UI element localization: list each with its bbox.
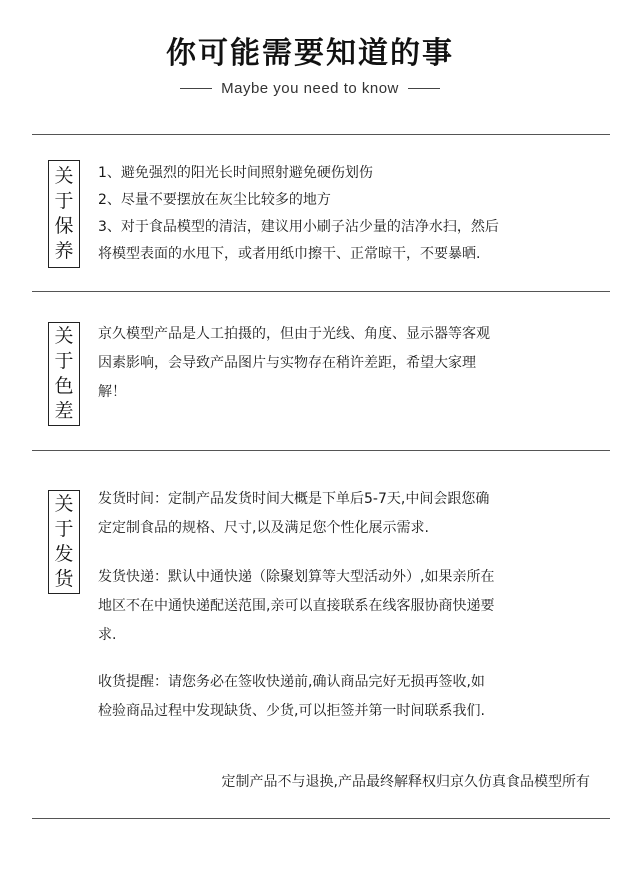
page-title: 你可能需要知道的事 bbox=[166, 36, 454, 71]
section-shipping-time bbox=[98, 485, 598, 543]
divider bbox=[32, 450, 610, 451]
page-subtitle: Maybe you need to know bbox=[221, 80, 399, 97]
text-line: 发货时间：定制产品发货时间大概是下单后5-7天,中间会跟您确 bbox=[98, 491, 490, 507]
divider bbox=[32, 134, 610, 135]
tag-char: 关 bbox=[54, 165, 74, 187]
divider bbox=[32, 818, 610, 819]
text-line: 收货提醒：请您务必在签收快递前,确认商品完好无损再签收,如 bbox=[98, 674, 485, 690]
text-line: 地区不在中通快递配送范围,亲可以直接联系在线客服协商快递要 bbox=[98, 598, 495, 614]
tag-char: 货 bbox=[54, 568, 74, 590]
text-line: 定定制食品的规格、尺寸,以及满足您个性化展示需求. bbox=[98, 520, 429, 536]
section-tag-color-difference bbox=[48, 322, 80, 426]
tag-char: 关 bbox=[54, 493, 74, 515]
text-line: 京久模型产品是人工拍摄的，但由于光线、角度、显示器等客观 bbox=[98, 326, 490, 342]
tag-char: 保 bbox=[54, 215, 74, 237]
section-shipping-reminder bbox=[98, 668, 598, 726]
footer-note: 定制产品不与退换,产品最终解释权归京久仿真食品模型所有 bbox=[221, 774, 590, 790]
text-line: 检验商品过程中发现缺货、少货,可以拒签并第一时间联系我们. bbox=[98, 703, 485, 719]
divider bbox=[32, 291, 610, 292]
tag-char: 养 bbox=[54, 240, 74, 262]
section-care-text bbox=[98, 160, 598, 268]
text-line: 2、尽量不要摆放在灰尘比较多的地方 bbox=[98, 192, 331, 208]
section-tag-shipping bbox=[48, 490, 80, 594]
tag-char: 差 bbox=[54, 400, 74, 422]
subtitle-left-rule bbox=[180, 88, 212, 89]
subtitle-row bbox=[0, 80, 620, 97]
section-tag-care bbox=[48, 160, 80, 268]
tag-char: 关 bbox=[54, 325, 74, 347]
tag-char: 色 bbox=[54, 375, 74, 397]
text-line: 解！ bbox=[98, 384, 126, 400]
text-line: 3、对于食品模型的清洁，建议用小刷子沾少量的洁净水扫，然后 bbox=[98, 219, 499, 235]
subtitle-right-rule bbox=[408, 88, 440, 89]
text-line: 求. bbox=[98, 627, 117, 643]
section-color-text bbox=[98, 320, 598, 407]
text-line: 1、避免强烈的阳光长时间照射避免硬伤划伤 bbox=[98, 165, 373, 181]
text-line: 将模型表面的水甩下，或者用纸巾擦干、正常晾干，不要暴晒. bbox=[98, 246, 481, 262]
tag-char: 于 bbox=[54, 190, 74, 212]
tag-char: 发 bbox=[54, 543, 74, 565]
tag-char: 于 bbox=[54, 518, 74, 540]
section-shipping-courier bbox=[98, 563, 598, 650]
text-line: 发货快递：默认中通快递（除聚划算等大型活动外）,如果亲所在 bbox=[98, 569, 495, 585]
tag-char: 于 bbox=[54, 350, 74, 372]
text-line: 因素影响，会导致产品图片与实物存在稍许差距，希望大家理 bbox=[98, 355, 476, 371]
